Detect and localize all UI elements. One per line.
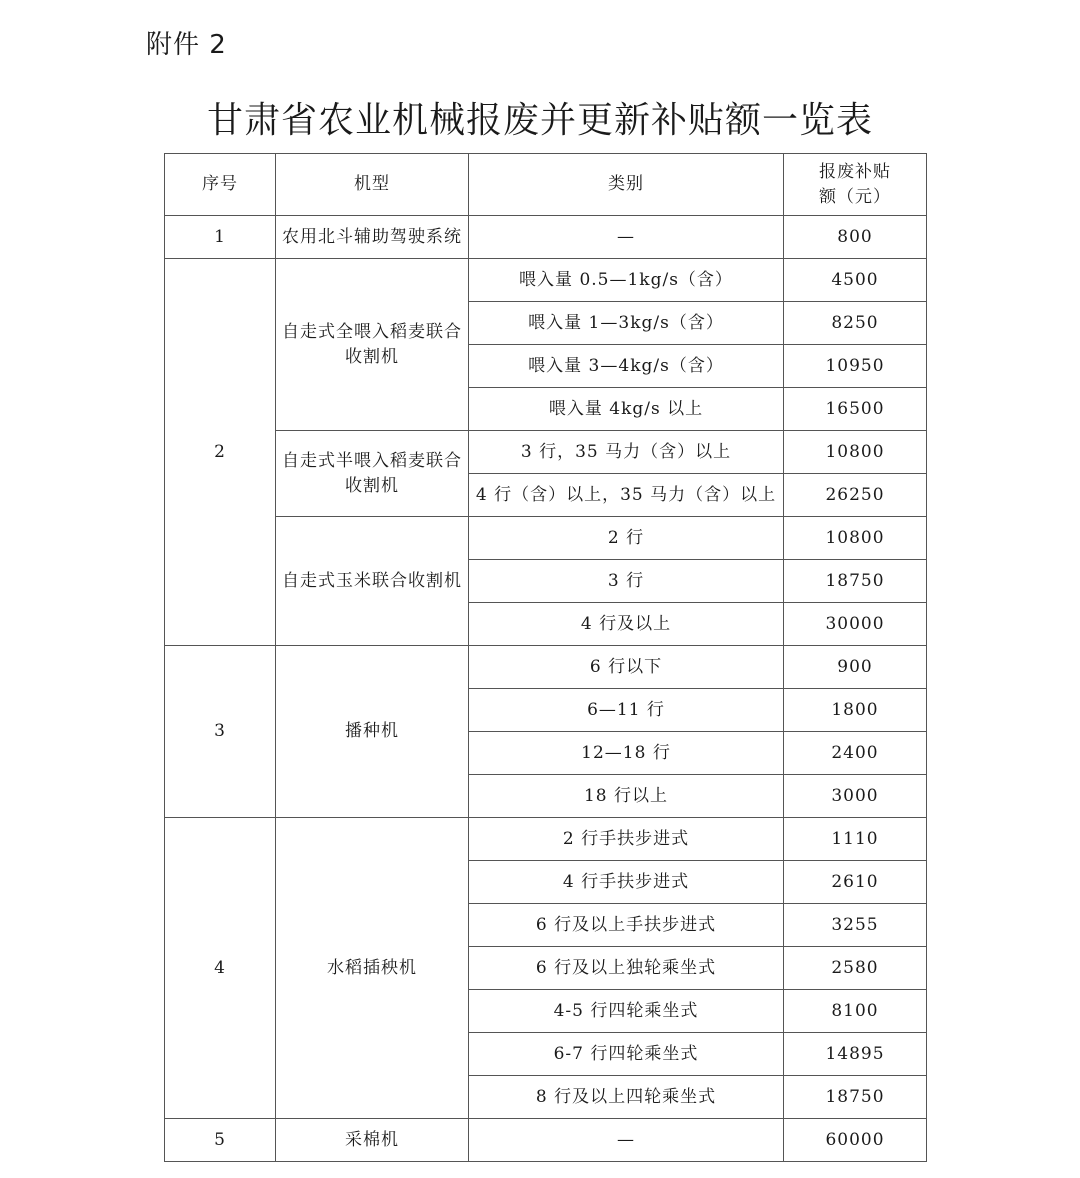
cell-model: 采棉机: [276, 1119, 469, 1162]
page-title: 甘肃省农业机械报废并更新补贴额一览表: [206, 100, 873, 141]
table-row: [165, 818, 927, 861]
cell-model: 自走式玉米联合收割机: [276, 517, 469, 646]
cell-amount: 3255: [784, 904, 927, 947]
cell-category: 2 行手扶步进式: [469, 818, 784, 861]
cell-category: 4-5 行四轮乘坐式: [469, 990, 784, 1033]
cell-category: 4 行手扶步进式: [469, 861, 784, 904]
cell-amount: 8100: [784, 990, 927, 1033]
cell-model: 自走式全喂入稻麦联合收割机: [276, 259, 469, 431]
cell-amount: 10950: [784, 345, 927, 388]
table-row: [165, 431, 927, 474]
table-row: [165, 216, 927, 259]
cell-amount: 800: [784, 216, 927, 259]
cell-amount: 1110: [784, 818, 927, 861]
cell-category: 4 行及以上: [469, 603, 784, 646]
cell-amount: 26250: [784, 474, 927, 517]
cell-category: 3 行，35 马力（含）以上: [469, 431, 784, 474]
cell-category: 6 行以下: [469, 646, 784, 689]
header-subsidy: [784, 154, 927, 216]
cell-no: 5: [165, 1119, 276, 1162]
cell-category: 8 行及以上四轮乘坐式: [469, 1076, 784, 1119]
cell-no: 1: [165, 216, 276, 259]
table-row: [165, 646, 927, 689]
cell-category: 18 行以上: [469, 775, 784, 818]
cell-amount: 18750: [784, 1076, 927, 1119]
cell-category: 4 行（含）以上，35 马力（含）以上: [469, 474, 784, 517]
cell-amount: 30000: [784, 603, 927, 646]
table-row: [165, 1119, 927, 1162]
cell-amount: 4500: [784, 259, 927, 302]
cell-category: 喂入量 4kg/s 以上: [469, 388, 784, 431]
table-row: [165, 517, 927, 560]
cell-amount: 10800: [784, 431, 927, 474]
cell-category: —: [469, 1119, 784, 1162]
table-body: [165, 216, 927, 1162]
cell-category: 喂入量 3—4kg/s（含）: [469, 345, 784, 388]
cell-amount: 8250: [784, 302, 927, 345]
cell-category: —: [469, 216, 784, 259]
cell-amount: 3000: [784, 775, 927, 818]
cell-category: 2 行: [469, 517, 784, 560]
attachment-label: 附件 2: [146, 30, 227, 60]
cell-model: 自走式半喂入稻麦联合收割机: [276, 431, 469, 517]
cell-amount: 14895: [784, 1033, 927, 1076]
cell-model: 播种机: [276, 646, 469, 818]
cell-amount: 900: [784, 646, 927, 689]
subsidy-table: [164, 153, 927, 1162]
cell-no: 4: [165, 818, 276, 1119]
cell-category: 喂入量 0.5—1kg/s（含）: [469, 259, 784, 302]
cell-category: 6 行及以上独轮乘坐式: [469, 947, 784, 990]
cell-no: 3: [165, 646, 276, 818]
cell-amount: 10800: [784, 517, 927, 560]
header-subsidy-line2: 额（元）: [819, 186, 891, 207]
cell-amount: 16500: [784, 388, 927, 431]
cell-category: 12—18 行: [469, 732, 784, 775]
cell-category: 6-7 行四轮乘坐式: [469, 1033, 784, 1076]
cell-category: 6—11 行: [469, 689, 784, 732]
cell-amount: 60000: [784, 1119, 927, 1162]
cell-model: 水稻插秧机: [276, 818, 469, 1119]
cell-amount: 18750: [784, 560, 927, 603]
cell-amount: 2400: [784, 732, 927, 775]
header-category: 类别: [469, 154, 784, 216]
cell-category: 喂入量 1—3kg/s（含）: [469, 302, 784, 345]
cell-no: 2: [165, 259, 276, 646]
cell-model: 农用北斗辅助驾驶系统: [276, 216, 469, 259]
table-row: [165, 259, 927, 302]
header-no: 序号: [165, 154, 276, 216]
table-header-row: [165, 154, 927, 216]
cell-amount: 1800: [784, 689, 927, 732]
header-model: 机型: [276, 154, 469, 216]
cell-category: 6 行及以上手扶步进式: [469, 904, 784, 947]
cell-category: 3 行: [469, 560, 784, 603]
cell-amount: 2580: [784, 947, 927, 990]
header-subsidy-line1: 报废补贴: [819, 161, 891, 182]
cell-amount: 2610: [784, 861, 927, 904]
